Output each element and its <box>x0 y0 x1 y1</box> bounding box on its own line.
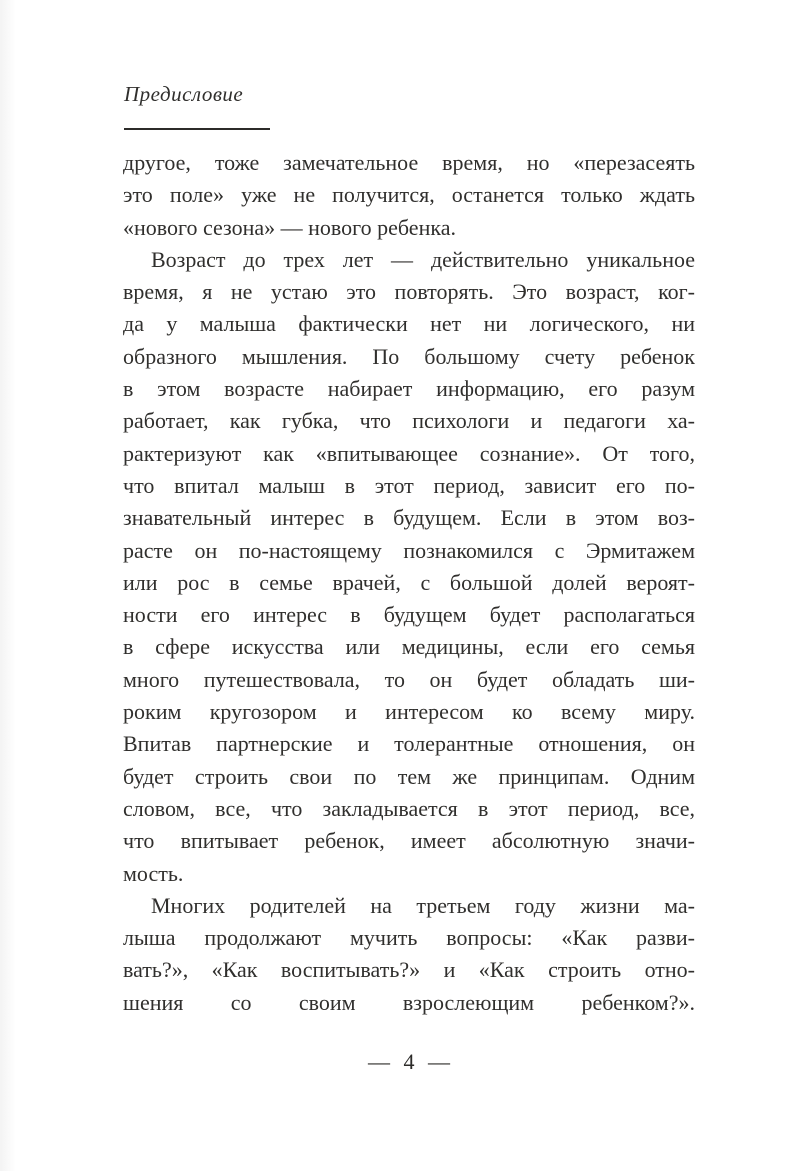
running-head: Предисловие <box>124 82 244 106</box>
text-line: работает, как губка, что психологи и педагоги ха- <box>123 408 695 434</box>
text-line: да у малыша фактически нет ни логического, ни <box>123 311 695 337</box>
text-line: Возраст до трех лет — действительно уникальное <box>151 246 695 272</box>
text-line: рактеризуют как «впитывающее сознание». От того, <box>123 440 695 466</box>
text-line: знавательный интерес в будущем. Если в этом воз- <box>123 505 695 531</box>
text-line: словом, все, что закладывается в этот период, все, <box>123 795 695 821</box>
text-line: «нового сезона» — нового ребенка. <box>123 214 456 240</box>
text-line: много путешествовала, то он будет обладать ши- <box>123 666 695 692</box>
text-line: что впитал малыш в этот период, зависит его по- <box>123 472 695 498</box>
body-text <box>123 147 695 1019</box>
text-line: расте он по-настоящему познакомился с Эрмитажем <box>123 537 695 563</box>
text-line: ности его интерес в будущем будет располагаться <box>123 602 695 628</box>
text-line: что впитывает ребенок, имеет абсолютную значи- <box>123 828 695 854</box>
header-rule <box>124 128 270 130</box>
text-line: лыша продолжают мучить вопросы: «Как разви- <box>123 925 695 951</box>
text-line: или рос в семье врачей, с большой долей вероят- <box>123 569 695 595</box>
text-line: шения со своим взрослеющим ребенком?». <box>123 989 695 1015</box>
text-line: в сфере искусства или медицины, если его семья <box>123 634 695 660</box>
text-line: другое, тоже замечательное время, но «перезасеять <box>123 150 695 175</box>
text-line: образного мышления. По большому счету ребенок <box>123 343 695 369</box>
text-line: вать?», «Как воспитывать?» и «Как строить отно- <box>123 957 695 983</box>
text-line: будет строить свои по тем же принципам. Одним <box>123 763 695 789</box>
text-line: это поле» уже не получится, останется только ждать <box>123 182 695 208</box>
text-line: мость. <box>123 860 184 886</box>
text-line: время, я не устаю это повторять. Это возраст, ког- <box>123 279 695 305</box>
text-line: в этом возрасте набирает информацию, его разум <box>123 376 695 402</box>
text-line: роким кругозором и интересом ко всему миру. <box>123 699 695 725</box>
text-line: Впитав партнерские и толерантные отношения, он <box>123 731 695 757</box>
page-number: — 4 — <box>368 1049 450 1074</box>
text-line: Многих родителей на третьем году жизни ма- <box>151 892 695 918</box>
